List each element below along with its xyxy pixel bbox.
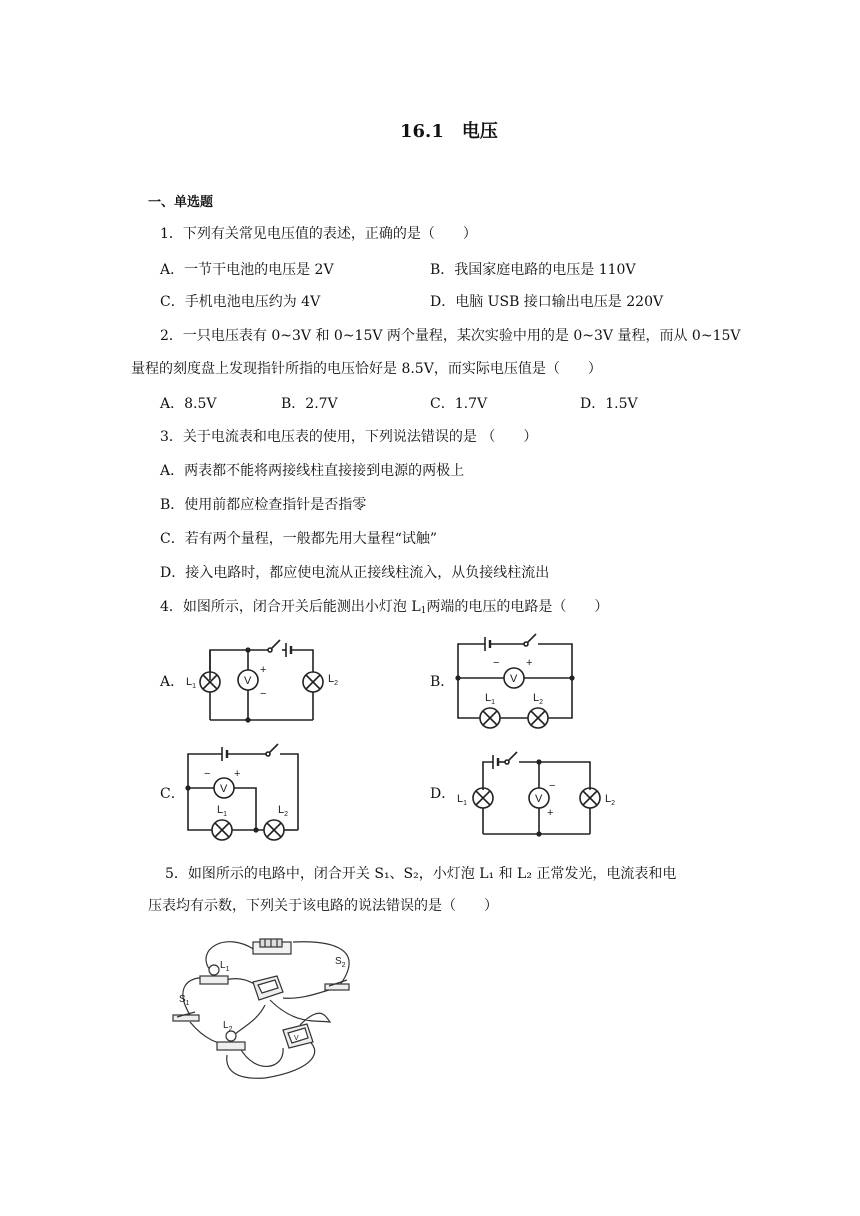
circuit-b-minus: − (493, 657, 500, 669)
illustration-l2-label: $L_2$ (223, 1020, 233, 1033)
circuit-a-minus: − (260, 688, 267, 700)
circuit-diagram-a (180, 630, 360, 725)
circuit-b-l2-label: $L_2$ (533, 692, 544, 706)
circuit-d-l1-label: $L_1$ (457, 793, 468, 807)
question-1-option-d: D．电脑 USB 接口输出电压是 220V (430, 294, 664, 310)
illustration-s1-label: $S_1$ (179, 994, 190, 1007)
question-5-circuit-illustration (165, 930, 365, 1080)
question-1-stem: 1．下列有关常见电压值的表述，正确的是（ ） (160, 226, 477, 242)
question-3-option-d: D．接入电路时，都应使电流从正接线柱流入，从负接线柱流出 (160, 565, 550, 581)
question-2-option-b: B．2.7V (281, 396, 338, 412)
question-4-option-d-label: D． (430, 786, 456, 802)
circuit-b-meter-label: V (510, 673, 518, 685)
circuit-c-plus: + (234, 768, 241, 780)
question-5-stem-line1: 5．如图所示的电路中，闭合开关 S₁、S₂，小灯泡 L₁ 和 L₂ 正常发光，电流表和电 (165, 866, 677, 882)
circuit-b-plus: + (526, 657, 533, 669)
question-3-option-b: B．使用前都应检查指针是否指零 (160, 497, 367, 513)
illustration-s2-label: $S_2$ (335, 956, 346, 969)
question-3-stem: 3．关于电流表和电压表的使用，下列说法错误的是 （ ） (160, 429, 538, 445)
question-1-option-c: C．手机电池电压约为 4V (160, 294, 321, 310)
question-5-stem-line2: 压表均有示数，下列关于该电路的说法错误的是（ ） (148, 898, 498, 914)
question-3-option-c: C．若有两个量程，一般都先用大量程“试触” (160, 531, 438, 547)
question-2-stem-line2: 量程的刻度盘上发现指针所指的电压恰好是 8.5V，而实际电压值是（ ） (131, 361, 602, 377)
circuit-c-l1-label: $L_1$ (217, 804, 228, 818)
illustration-voltmeter-label: V (294, 1035, 299, 1042)
circuit-c-l2-label: $L_2$ (278, 804, 289, 818)
circuit-d-plus: + (547, 807, 554, 819)
question-1-option-b: B．我国家庭电路的电压是 110V (430, 262, 636, 278)
question-2-option-d: D．1.5V (580, 396, 638, 412)
circuit-diagram-c (180, 738, 310, 842)
question-4-option-c-label: C． (160, 786, 185, 802)
circuit-b-l1-label: $L_1$ (485, 692, 496, 706)
page-title: 16.1 电压 (400, 121, 498, 142)
circuit-a-plus: + (260, 664, 267, 676)
question-4-stem: 4．如图所示，闭合开关后能测出小灯泡 $L_1$两端的电压的电路是（ ） (160, 599, 609, 616)
illustration-l1-label: $L_1$ (220, 960, 230, 973)
circuit-c-meter-label: V (220, 783, 228, 795)
circuit-c-minus: − (204, 768, 211, 780)
circuit-diagram-d (455, 740, 620, 840)
question-4-option-a-label: A． (160, 674, 185, 690)
circuit-a-meter-label: V (244, 675, 252, 687)
question-1-option-a: A．一节干电池的电压是 2V (160, 262, 334, 278)
circuit-d-l2-label: $L_2$ (605, 793, 616, 807)
question-4-option-b-label: B． (430, 674, 455, 690)
question-2-stem-line1: 2．一只电压表有 0~3V 和 0~15V 两个量程，某次实验中用的是 0~3V 量程，而从 0~15V (160, 328, 741, 344)
question-2-option-a: A．8.5V (160, 396, 217, 412)
circuit-d-minus: − (549, 780, 556, 792)
section-heading: 一、单选题 (148, 195, 214, 210)
question-3-option-a: A．两表都不能将两接线柱直接接到电源的两极上 (160, 463, 465, 479)
circuit-a-l1-label: $L_1$ (186, 676, 197, 690)
circuit-a-l2-label: $L_2$ (328, 673, 339, 687)
question-2-option-c: C．1.7V (430, 396, 488, 412)
circuit-d-meter-label: V (535, 793, 543, 805)
circuit-diagram-b (450, 626, 580, 726)
